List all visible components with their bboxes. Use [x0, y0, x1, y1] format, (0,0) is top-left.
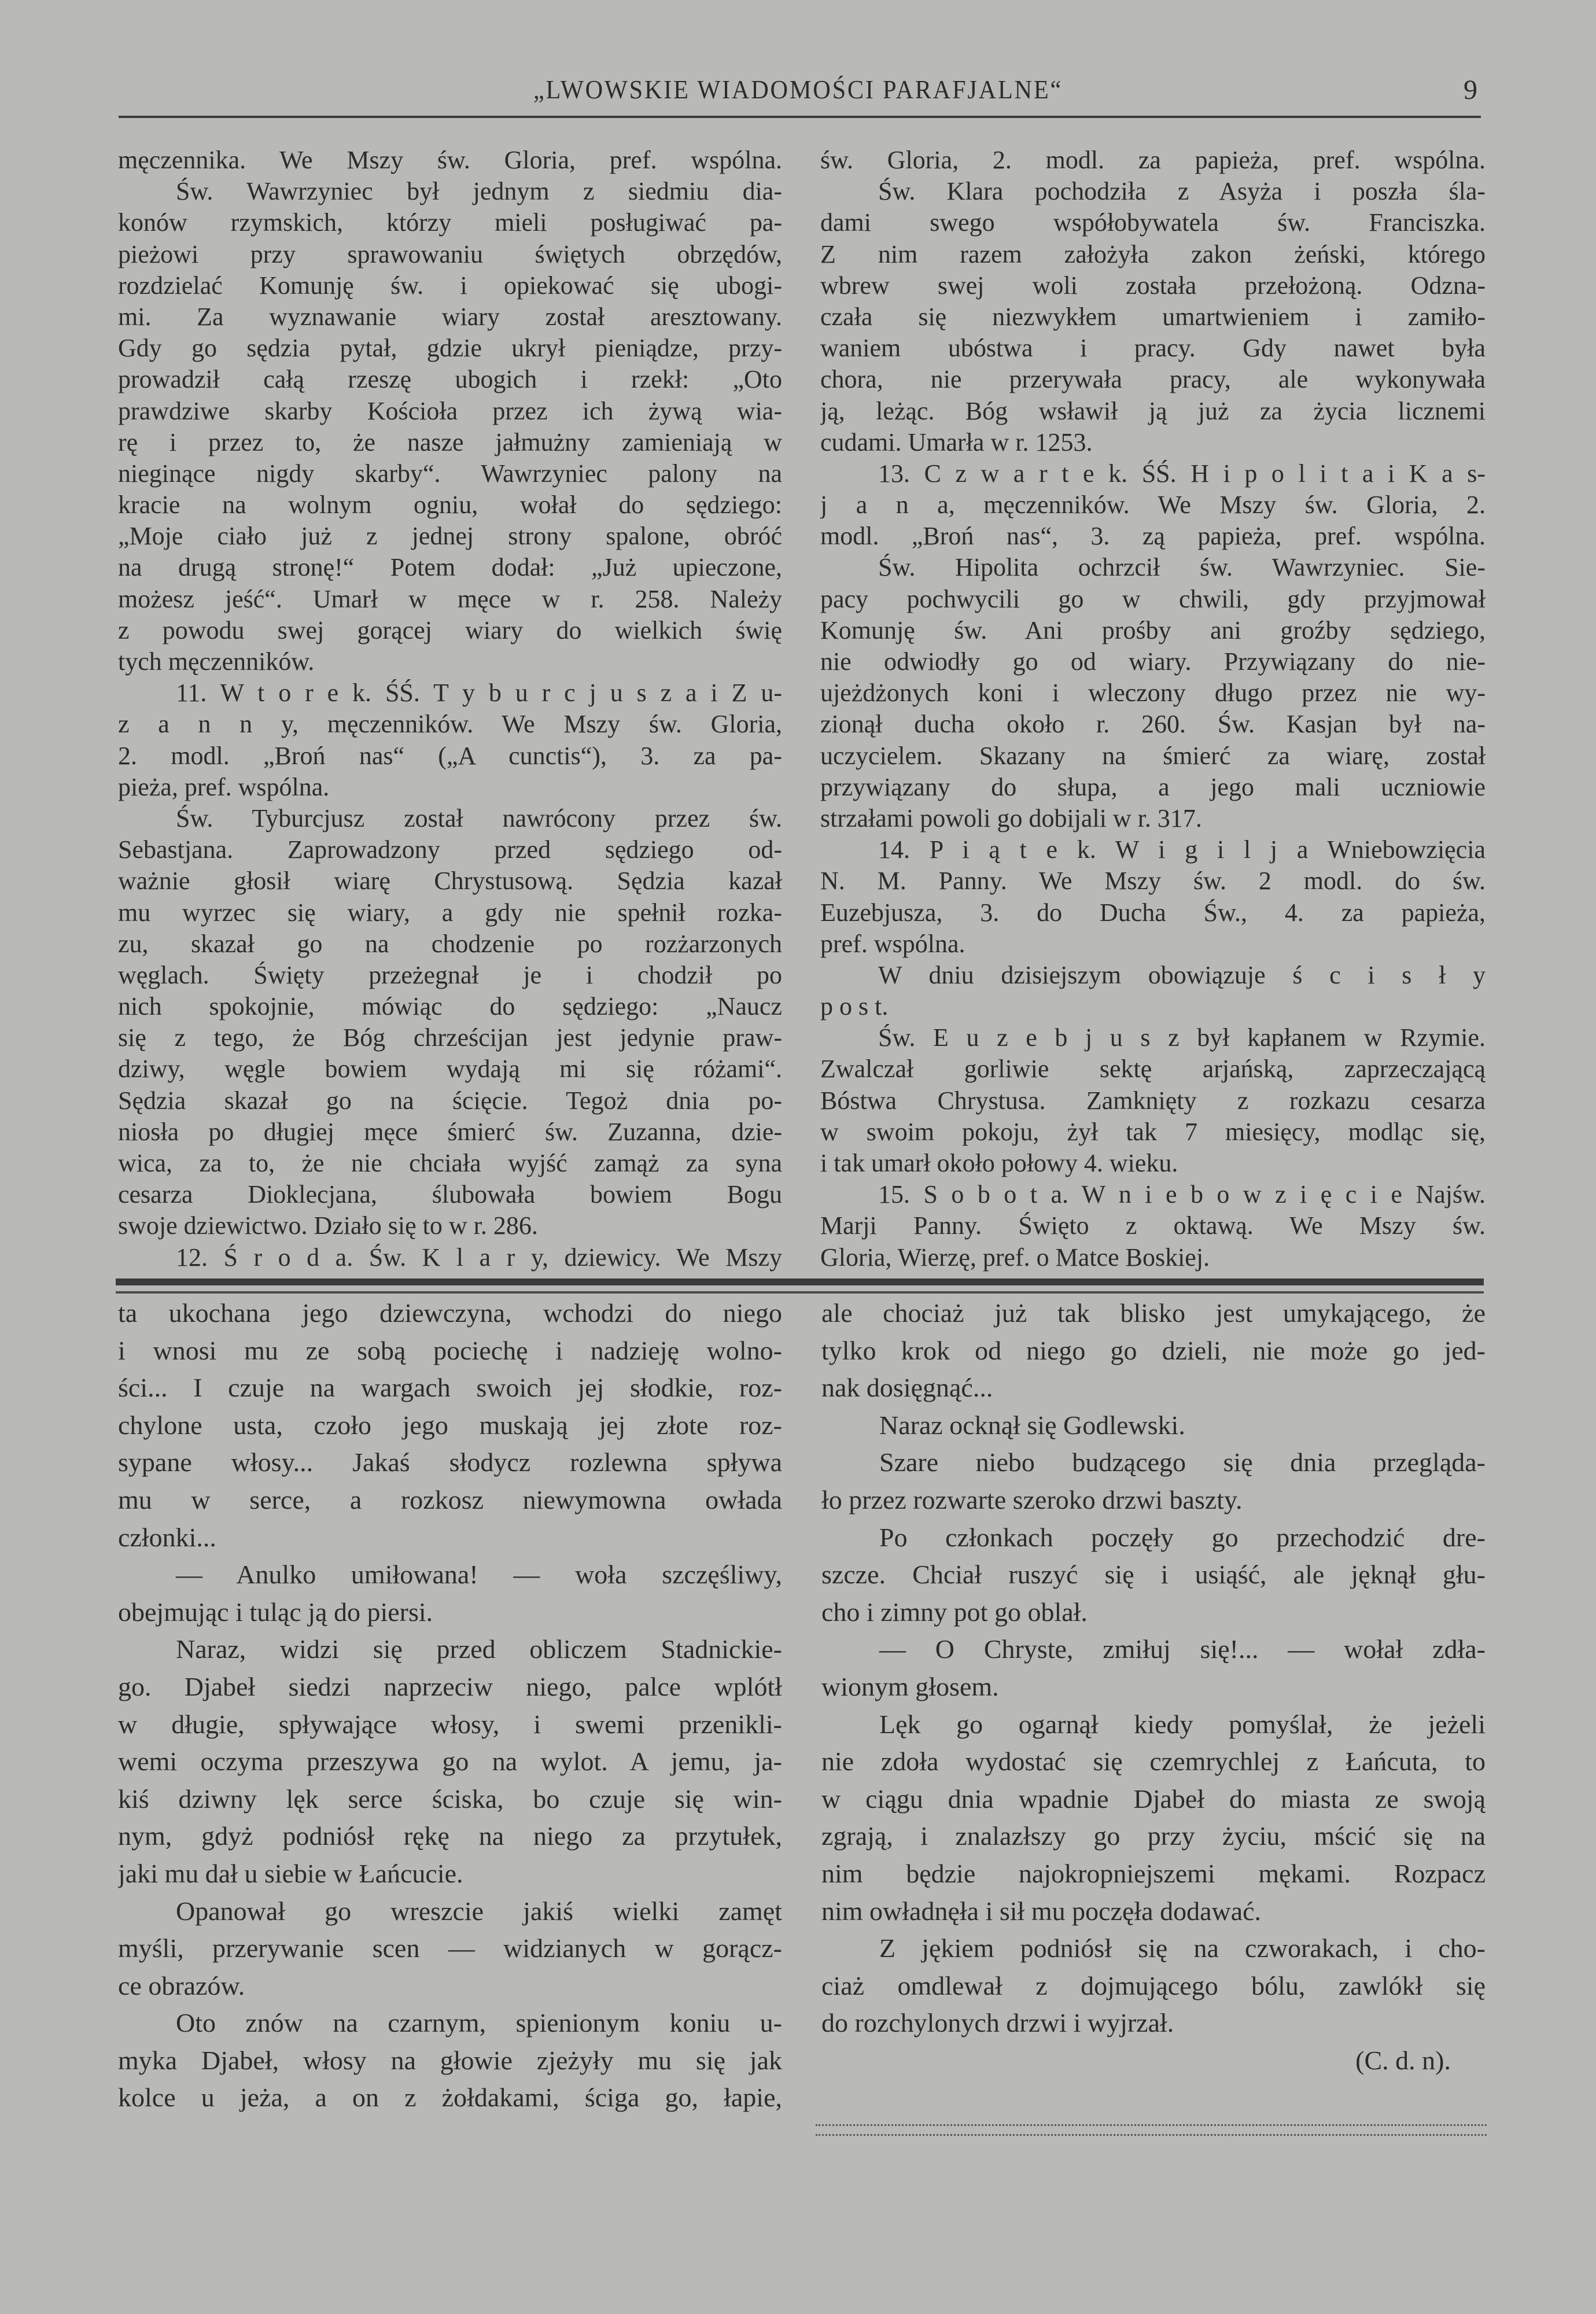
text-line: i wnosi mu ze sobą pociechę i nadzieję wolno-	[118, 1335, 782, 1365]
text-line: — Anulko umiłowana! — woła szczęśliwy,	[176, 1560, 782, 1590]
text-line: 15. S o b o t a. W n i e b o w z i ę c i e Najśw.	[878, 1180, 1486, 1209]
text-line: nie odwiodły go od wiary. Przywiązany do nie-	[820, 647, 1486, 676]
text-line: dziwy, węgle bowiem wydają mi się różami“.	[118, 1055, 782, 1084]
text-line: możesz jeść“. Umarł w męce w r. 258. Należy	[118, 584, 782, 613]
text-line: waniem ubóstwa i pracy. Gdy nawet była	[820, 334, 1486, 363]
text-line: nich spokojnie, mówiąc do sędziego: „Naucz	[118, 992, 782, 1021]
text-line: w ciągu dnia wpadnie Djabeł do miasta ze swoją	[821, 1784, 1486, 1814]
text-line: męczennika. We Mszy św. Gloria, pref. wspólna.	[118, 146, 782, 174]
text-line: do rozchylonych drzwi i wyjrzał.	[821, 2008, 1174, 2038]
text-line: Naraz ocknął się Godlewski.	[879, 1410, 1185, 1440]
text-line: 2. modl. „Broń nas“ („A cunctis“), 3. za pa-	[118, 741, 782, 770]
text-line: z powodu swej gorącej wiary do wielkich świę	[118, 616, 782, 644]
text-line: — O Chryste, zmiłuj się!... — wołał zdła-	[879, 1634, 1486, 1664]
text-line: j a n a, męczenników. We Mszy św. Gloria, 2.	[820, 491, 1486, 519]
text-line: wica, za to, że nie chciała wyjść zamąż za syna	[118, 1149, 782, 1177]
text-line: ciaż omdlewał z dojmującego bólu, zawlókł się	[821, 1970, 1486, 2000]
text-line: cesarza Dioklecjana, ślubowała bowiem Bogu	[118, 1180, 782, 1209]
text-line: myka Djabeł, włosy na głowie zjeżyły mu się jak	[118, 2045, 782, 2075]
text-line: swoje dziewictwo. Działo się to w r. 286.	[118, 1211, 538, 1240]
text-line: Komunję św. Ani prośby ani groźby sędziego,	[820, 616, 1486, 644]
text-line: i tak umarł około połowy 4. wieku.	[820, 1149, 1178, 1177]
text-line: wemi oczyma przeszywa go na wylot. A jemu, ja-	[118, 1746, 782, 1777]
text-line: niosła po długiej męce śmierć św. Zuzanna, dzie-	[118, 1117, 782, 1146]
text-line: prowadził całą rzeszę ubogich i rzekł: „Oto	[118, 365, 782, 394]
text-line: nak dosięgnąć...	[821, 1373, 993, 1403]
text-line: Św. Wawrzyniec był jednym z siedmiu dia-	[176, 177, 782, 206]
text-line: mu wyrzec się wiary, a gdy nie spełnił rozka-	[118, 898, 782, 927]
text-line: Zwalczał gorliwie sektę arjańską, zaprzeczającą	[820, 1055, 1486, 1084]
text-line: Lęk go ogarnął kiedy pomyślał, że jeżeli	[879, 1709, 1486, 1739]
text-line: myśli, przerywanie scen — widzianych w gorącz-	[118, 1933, 782, 1963]
text-line: strzałami powoli go dobijali w r. 317.	[820, 804, 1202, 832]
text-line: Szare niebo budzącego się dnia przegląda-	[879, 1447, 1486, 1477]
text-line: 11. W t o r e k. ŚŚ. T y b u r c j u s z a i Z u-	[176, 679, 782, 708]
text-line: tylko krok od niego go dzieli, nie może go jed-	[821, 1335, 1486, 1365]
text-line: na drugą stronę!“ Potem dodał: „Już upieczone,	[118, 553, 782, 582]
text-line: Św. Tyburcjusz został nawrócony przez św.	[176, 804, 782, 832]
text-line: z a n n y, męczenników. We Mszy św. Gloria,	[118, 710, 782, 739]
text-line: Gloria, Wierzę, pref. o Matce Boskiej.	[820, 1243, 1210, 1272]
text-line: nie zdoła wydostać się czemrychlej z Łańcuta, to	[821, 1746, 1486, 1777]
text-line: N. M. Panny. We Mszy św. 2 modl. do św.	[820, 867, 1486, 896]
text-line: go. Djabeł siedzi naprzeciw niego, palce wplótł	[118, 1671, 782, 1701]
text-line: Z jękiem podniósł się na czworakach, i cho-	[879, 1933, 1486, 1963]
text-line: p o s t.	[820, 992, 889, 1021]
text-line: 14. P i ą t e k. W i g i l j a Wniebowzięcia	[878, 835, 1486, 864]
text-line: ce obrazów.	[118, 1970, 245, 2000]
text-line: ujeżdżonych koni i wleczony długo przez nie wy-	[820, 679, 1486, 708]
text-line: zionął ducha około r. 260. Św. Kasjan był na-	[820, 710, 1486, 739]
calendar-column-left	[118, 145, 782, 1273]
text-line: szcze. Chciał ruszyć się i usiąść, ale jęknął głu-	[821, 1560, 1486, 1590]
text-line: 12. Ś r o d a. Św. K l a r y, dziewicy. We Mszy	[176, 1243, 782, 1272]
story-column-right	[821, 1295, 1486, 2079]
text-line: Sędzia skazał go na ścięcie. Tegoż dnia po-	[118, 1086, 782, 1115]
text-line: pref. wspólna.	[820, 929, 965, 958]
text-line: ważnie głosił wiarę Chrystusową. Sędzia kazał	[118, 867, 782, 896]
text-line: pieża, pref. wspólna.	[118, 772, 330, 801]
text-line: rę i przez to, że nasze jałmużny zamieniają w	[118, 428, 782, 456]
text-line: się z tego, że Bóg chrześcijan jest jedynie praw-	[118, 1023, 782, 1052]
text-line: Euzebjusza, 3. do Ducha Św., 4. za papieża,	[820, 898, 1486, 927]
text-line: chylone usta, czoło jego muskają jej złote roz-	[118, 1410, 782, 1440]
text-line: cudami. Umarła w r. 1253.	[820, 428, 1093, 456]
text-line: św. Gloria, 2. modl. za papieża, pref. wspólna.	[820, 146, 1486, 174]
text-line: cho i zimny pot go oblał.	[821, 1597, 1088, 1627]
text-line: nym, gdyż podniósł rękę na niego za przytułek,	[118, 1821, 782, 1851]
text-line: pacy pochwycili go w chwili, gdy przyjmował	[820, 584, 1486, 613]
text-line: Naraz, widzi się przed obliczem Stadnickie-	[176, 1634, 782, 1664]
text-line: zgrają, i znalazłszy go przy życiu, mścić się na	[821, 1821, 1486, 1851]
text-line: jaki mu dał u siebie w Łańcucie.	[118, 1858, 463, 1888]
text-line: dami swego współobywatela św. Franciszka.	[820, 208, 1486, 237]
text-line: ta ukochana jego dziewczyna, wchodzi do niego	[118, 1298, 782, 1328]
text-line: czała się niezwykłem umartwieniem i zamiło-	[820, 302, 1486, 331]
text-line: Św. Hipolita ochrzcił św. Wawrzyniec. Sie-	[878, 553, 1486, 582]
page-number: 9	[1464, 75, 1477, 105]
text-line: rozdzielać Komunję św. i opiekować się ubogi-	[118, 271, 782, 300]
text-line: prawdziwe skarby Kościoła przez ich żywą wia-	[118, 396, 782, 425]
ornamental-rule	[816, 2124, 1487, 2136]
text-line: w długie, spływające włosy, i swemi przenikli-	[118, 1709, 782, 1739]
text-line: Po członkach poczęły go przechodzić dre-	[879, 1522, 1486, 1552]
calendar-column-right	[820, 145, 1486, 1273]
text-line: mu w serce, a rozkosz niewymowna owłada	[118, 1484, 782, 1515]
text-line: wbrew swej woli została przełożoną. Odzna-	[820, 271, 1486, 300]
text-line: Oto znów na czarnym, spienionym koniu u-	[176, 2008, 782, 2038]
text-line: nim będzie najokropniejszemi mękami. Rozpacz	[821, 1858, 1486, 1888]
text-line: ją, leżąc. Bóg wsławił ją już za życia licznemi	[820, 396, 1486, 425]
text-line: obejmując i tuląc ją do piersi.	[118, 1597, 433, 1627]
text-line: chora, nie przerywała pracy, ale wykonywała	[820, 365, 1486, 394]
text-line: konów rzymskich, którzy mieli posługiwać pa-	[118, 208, 782, 237]
text-line: ło przez rozwarte szeroko drzwi baszty.	[821, 1484, 1243, 1515]
text-line: zu, skazał go na chodzenie po rozżarzonych	[118, 929, 782, 958]
header-rule	[119, 116, 1481, 118]
text-line: Marji Panny. Święto z oktawą. We Mszy św.	[820, 1211, 1486, 1240]
text-line: sypane włosy... Jakaś słodycz rozlewna spływa	[118, 1447, 782, 1477]
text-line: Św. Klara pochodziła z Asyża i poszła śla-	[878, 177, 1486, 206]
text-line: Z nim razem założyła zakon żeński, którego	[820, 239, 1486, 268]
text-line: uczycielem. Skazany na śmierć za wiarę, został	[820, 741, 1486, 770]
text-line: w swoim pokoju, żył tak 7 miesięcy, modląc się,	[820, 1117, 1486, 1146]
text-line: ale chociaż już tak blisko jest umykającego, że	[821, 1298, 1486, 1328]
text-line: Sebastjana. Zaprowadzony przed sędziego od-	[118, 835, 782, 864]
text-line: modl. „Broń nas“, 3. zą papieża, pref. wspólna.	[820, 522, 1486, 551]
text-line: przywiązany do słupa, a jego mali uczniowie	[820, 772, 1486, 801]
text-line: wionym głosem.	[821, 1671, 999, 1701]
text-line: „Moje ciało już z jednej strony spalone, obróć	[118, 522, 782, 551]
text-line: kiś dziwny lęk serce ściska, bo czuje się win-	[118, 1784, 782, 1814]
text-line: kolce u jeża, a on z żołdakami, ściga go, łapie,	[118, 2083, 782, 2113]
text-line: Św. E u z e b j u s z był kapłanem w Rzymie.	[878, 1023, 1486, 1052]
text-line: 13. C z w a r t e k. ŚŚ. H i p o l i t a i K a s-	[878, 459, 1486, 488]
story-column-left	[118, 1295, 782, 2117]
publication-title: „LWOWSKIE WIADOMOŚCI PARAFJALNE“	[533, 75, 1063, 104]
text-line: W dniu dzisiejszym obowiązuje ś c i s ł y	[878, 960, 1486, 989]
running-header	[0, 74, 1596, 115]
text-line: członki...	[118, 1522, 216, 1552]
text-line: (C. d. n).	[1355, 2045, 1451, 2075]
text-line: pieżowi przy sprawowaniu świętych obrzędów,	[118, 239, 782, 268]
text-line: węglach. Święty przeżegnał je i chodził po	[118, 960, 782, 989]
text-line: ści... I czuje na wargach swoich jej słodkie, roz-	[118, 1373, 782, 1403]
text-line: kracie na wolnym ogniu, wołał do sędziego:	[118, 491, 782, 519]
text-line: Gdy go sędzia pytał, gdzie ukrył pieniądze, przy-	[118, 334, 782, 363]
text-line: mi. Za wyznawanie wiary został aresztowany.	[118, 302, 782, 331]
text-line: Opanował go wreszcie jakiś wielki zamęt	[176, 1896, 782, 1926]
text-line: nim owładnęła i sił mu poczęła dodawać.	[821, 1896, 1262, 1926]
text-line: tych męczenników.	[118, 647, 315, 676]
text-line: nieginące nigdy skarby“. Wawrzyniec palony na	[118, 459, 782, 488]
text-line: Bóstwa Chrystusa. Zamknięty z rozkazu cesarza	[820, 1086, 1486, 1115]
